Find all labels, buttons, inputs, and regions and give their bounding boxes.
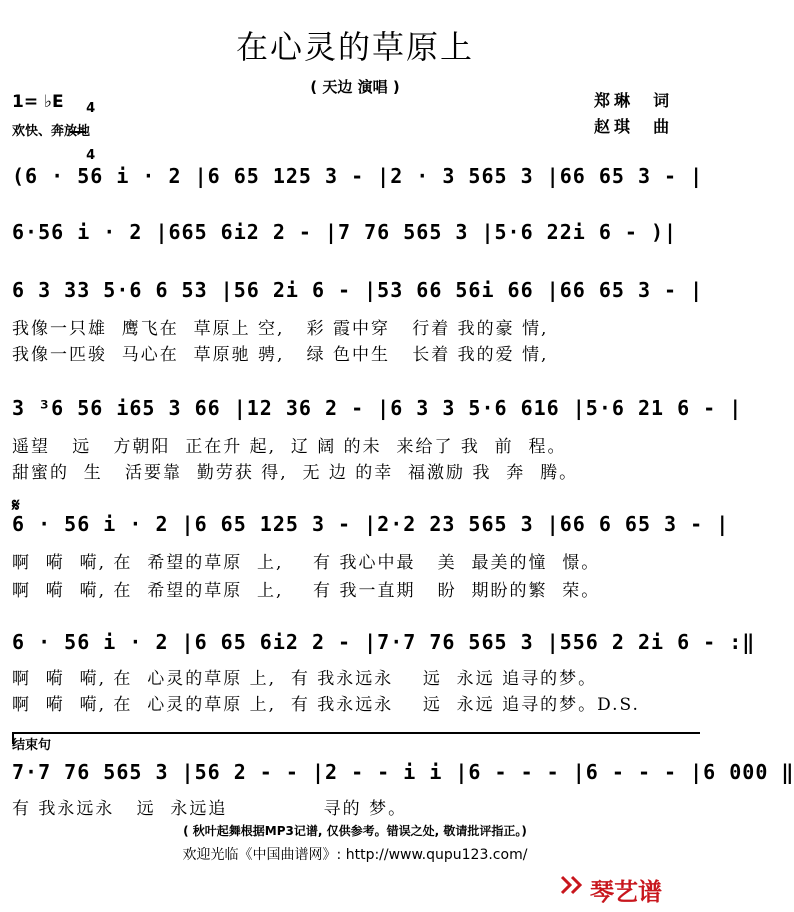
watermark-text: 琴艺谱: [590, 878, 662, 906]
lyric-line-4-verse-1: 遥望 远 方朝阳 正在升 起, 辽 阔 的未 来给了 我 前 程。: [12, 437, 567, 457]
key-signature: 1= ♭E: [12, 92, 64, 112]
score-line-4: 3 ³6 56 i65 3 66 |12 36 2 - |6 3 3 5·6 616 |5·6 21 6 - |: [12, 396, 743, 420]
lyric-line-ending: 有 我永远永 远 永远追 寻的 梦。: [12, 799, 408, 819]
lyric-line-5-verse-1: 啊 嗬 嗬, 在 希望的草原 上, 有 我心中最 美 最美的憧 憬。: [12, 553, 601, 573]
score-line-6: 6 · 56 i · 2 |6 65 6i2 2 - |7·7 76 565 3 |556 2 2i 6 - :‖: [12, 630, 756, 654]
lyric-line-4-verse-2: 甜蜜的 生 活要靠 勤劳获 得, 无 边 的幸 福激励 我 奔 腾。: [12, 463, 579, 483]
lyric-line-6-verse-1: 啊 嗬 嗬, 在 心灵的草原 上, 有 我永远永 远 永远 追寻的梦。: [12, 669, 598, 689]
score-line-5: 6 · 56 i · 2 |6 65 125 3 - |2·2 23 565 3 |66 6 65 3 - |: [12, 512, 730, 536]
qinyipu-logo-icon: [560, 874, 586, 896]
lyric-line-3-verse-2: 我像一匹骏 马心在 草原驰 骋, 绿 色中生 长着 我的爱 情,: [12, 345, 549, 365]
score-line-ending: 7·7 76 565 3 |56 2 - - |2 - - i i |6 - - - |6 - - - |6 000 ‖: [12, 760, 794, 784]
ending-bracket: [12, 732, 700, 744]
meter-bottom: 4: [86, 148, 96, 163]
meter-top: 4: [86, 101, 96, 116]
tempo-marking: 欢快、奔放地: [12, 124, 91, 139]
ending-label: 结束句: [12, 738, 52, 753]
score-line-2: 6·56 i · 2 |665 6i2 2 - |7 76 565 3 |5·6 22i 6 - )|: [12, 220, 678, 244]
score-line-3: 6 3 33 5·6 6 53 |56 2i 6 - |53 66 56i 66 |66 65 3 - |: [12, 278, 704, 302]
lyricist-credit: 郑琳 词: [594, 91, 674, 110]
lyric-line-5-verse-2: 啊 嗬 嗬, 在 希望的草原 上, 有 我一直期 盼 期盼的繁 荣。: [12, 581, 601, 601]
site-welcome: 欢迎光临《中国曲谱网》: http://www.qupu123.com/: [182, 847, 528, 863]
song-title: 在心灵的草原上: [235, 28, 474, 66]
lyric-line-3-verse-1: 我像一只雄 鹰飞在 草原上 空, 彩 霞中穿 行着 我的豪 情,: [12, 319, 549, 339]
score-line-1: (6 · 56 i · 2 |6 65 125 3 - |2 · 3 565 3 |66 65 3 - |: [12, 164, 704, 188]
transcription-note: ( 秋叶起舞根据MP3记谱, 仅供参考。错误之处, 敬请批评指正。): [183, 824, 527, 838]
lyric-line-6-verse-2: 啊 嗬 嗬, 在 心灵的草原 上, 有 我永远永 远 永远 追寻的梦。D.S.: [12, 695, 640, 715]
singer-credit: ( 天边 演唱 ): [310, 78, 400, 96]
segno-sign: 𝄋: [12, 495, 20, 516]
composer-credit: 赵琪 曲: [594, 117, 674, 136]
